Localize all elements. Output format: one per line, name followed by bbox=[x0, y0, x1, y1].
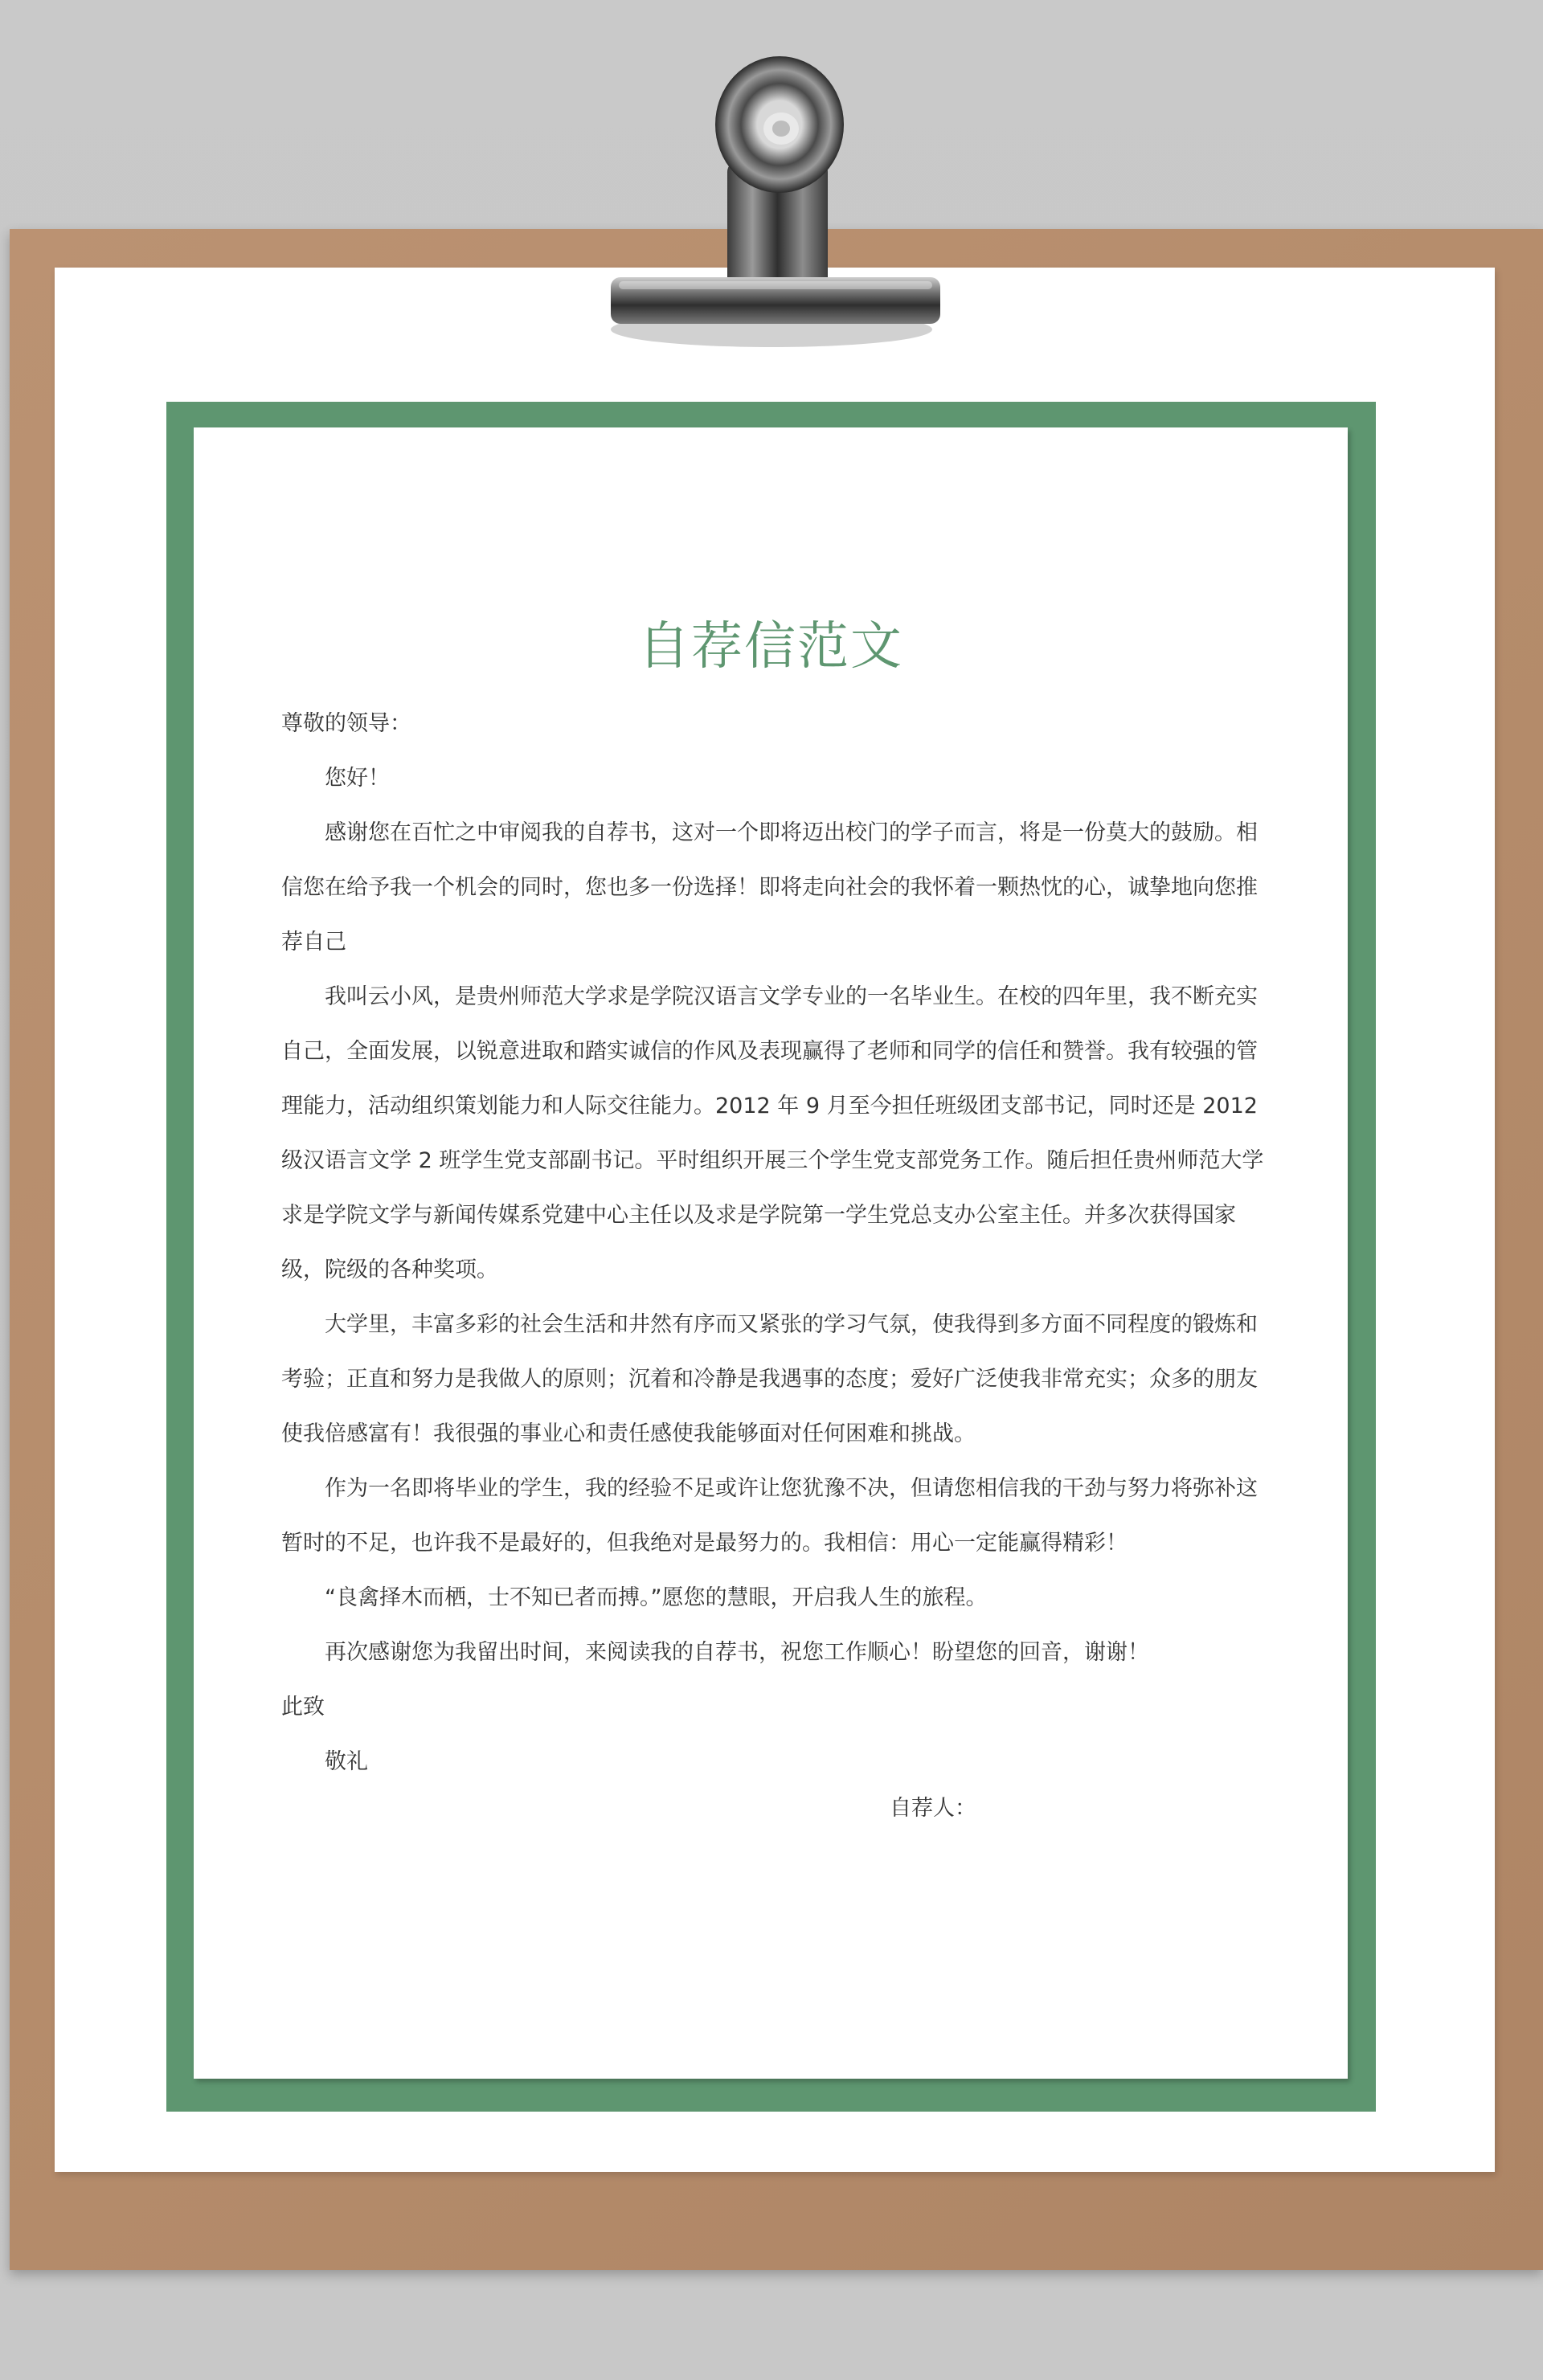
paragraph-6: 再次感谢您为我留出时间，来阅读我的自荐书，祝您工作顺心！盼望您的回音，谢谢！ bbox=[325, 1640, 1149, 1665]
salutation: 尊敬的领导： bbox=[281, 711, 411, 736]
closing: 此致 bbox=[281, 1695, 325, 1720]
paragraph-4: 作为一名即将毕业的学生，我的经验不足或许让您犹豫不决，但请您相信我的干劲与努力将弥补这暂时的不足，也许我不是最好的，但我绝对是最努力的。我相信：用心一定能赢得精彩！ bbox=[281, 1476, 1258, 1556]
paragraph-5: “良禽择木而栖，士不知已者而搏。”愿您的慧眼，开启我人生的旅程。 bbox=[325, 1585, 988, 1610]
letter-body bbox=[281, 697, 1271, 1828]
signature-line: 自荐人： bbox=[890, 1796, 976, 1821]
paragraph-1: 感谢您在百忙之中审阅我的自荐书，这对一个即将迈出校门的学子而言，将是一份莫大的鼓励。相信您在给予我一个机会的同时，您也多一份选择！即将走向社会的我怀着一颗热忱的心，诚挚地向您推荐自己 bbox=[281, 820, 1258, 955]
binder-clip-icon bbox=[563, 48, 964, 362]
paragraph-2: 我叫云小风，是贵州师范大学求是学院汉语言文学专业的一名毕业生。在校的四年里，我不断充实自己，全面发展，以锐意进取和踏实诚信的作风及表现赢得了老师和同学的信任和赞誉。我有较强的管理能力，活动组织策划能力和人际交往能力。2012 年 9 月至今担任班级团支部书记，同时还是 2012 级汉语言文学 2 班学生党支部副书记。平时组织开展三个学生党支部党务工作。随后担任贵州师范大学求是学院文学与新闻传媒系党建中心主任以及求是学院第一学生党总支办公室主任。并多次获得国家级，院级的各种奖项。 bbox=[281, 984, 1264, 1282]
regards: 敬礼 bbox=[325, 1749, 368, 1774]
greeting: 您好！ bbox=[325, 766, 390, 791]
document-title: 自荐信范文 bbox=[638, 617, 903, 677]
letter-page bbox=[194, 427, 1348, 2079]
paragraph-3: 大学里，丰富多彩的社会生活和井然有序而又紧张的学习气氛，使我得到多方面不同程度的锻炼和考验；正直和努力是我做人的原则；沉着和冷静是我遇事的态度；爱好广泛使我非常充实；众多的朋友使我倍感富有！我很强的事业心和责任感使我能够面对任何困难和挑战。 bbox=[281, 1312, 1258, 1446]
